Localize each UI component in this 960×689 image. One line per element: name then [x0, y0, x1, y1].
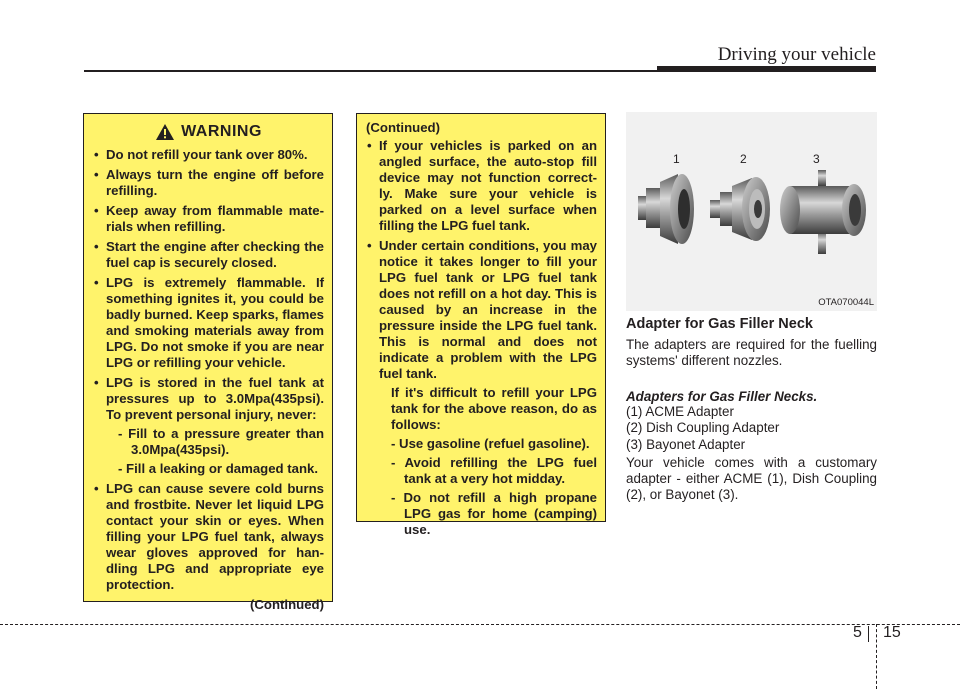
header-rule-accent: [657, 66, 876, 72]
warning-list: [366, 138, 597, 538]
adapter-subheading: Adapters for Gas Filler Necks.: [626, 389, 818, 404]
warning-box-continued: [356, 113, 606, 537]
acme-adapter-shape: [638, 174, 694, 244]
adapter-heading: Adapter for Gas Filler Neck: [626, 316, 813, 332]
never-item: - Fill to a pressure greater than 3.0Mpa(435psi).: [118, 426, 324, 457]
warning-triangle-icon: [155, 123, 175, 141]
list-item-text: Under certain conditions, you may notice it takes longer to fill your LPG fuel tank or LPG fuel tank does not refill on a hot day. This is caused by an increase in the pressure inside the LPG fuel tank. This is normal and does not indicate a problem with the LPG fuel tank.: [379, 238, 597, 381]
list-item: • Do not refill your tank over 80%.: [93, 147, 324, 163]
adapter-intro: The adapters are required for the fuelling systems' different nozzles.: [626, 337, 877, 368]
header-rule: [84, 70, 664, 72]
continued-label: (Continued): [250, 597, 324, 612]
figure-label: 2: [740, 152, 747, 166]
figure-label: 3: [813, 152, 820, 166]
list-item: • If your vehicles is parked on an angled surface, the auto-stop fill device may not function correct- ly. Make sure your vehicle is parked on a level surface when filling the LPG fuel tank.: [366, 138, 597, 234]
chapter-number: 5: [853, 624, 862, 641]
dish-coupling-adapter-shape: [710, 177, 770, 241]
page-number: 15: [883, 624, 901, 641]
adapters-illustration: [626, 112, 877, 311]
list-item: • Keep away from flammable mate- rials when refilling.: [93, 203, 324, 235]
list-item: • Start the engine after checking the fuel cap is securely closed.: [93, 239, 324, 271]
adapter-figure: [626, 112, 877, 311]
warning-header: [93, 123, 324, 141]
figure-label: 1: [673, 152, 680, 166]
step-item: - Do not refill a high propane LPG gas for home (camping) use.: [391, 490, 597, 537]
list-item-text: LPG is stored in the fuel tank at pressures up to 3.0Mpa(435psi). To prevent personal injury, never:: [106, 375, 324, 422]
step-item: - Use gasoline (refuel gasoline).: [391, 436, 590, 451]
adapter-list-item: (3) Bayonet Adapter: [626, 437, 746, 452]
warning-title: WARNING: [181, 123, 262, 140]
list-item: • LPG can cause severe cold burns and frostbite. Never let liquid LPG contact your skin or eyes. When filling your LPG fuel tank, always wear gloves approved for han- dling LPG and appropriate eye protection.: [93, 481, 324, 593]
footer-rule: [0, 624, 960, 625]
continued-label: (Continued): [366, 120, 440, 135]
adapter-list-item: (2) Dish Coupling Adapter: [626, 420, 780, 435]
followup-text: If it's difficult to refill your LPG tank for the above reason, do as follows:: [391, 385, 597, 432]
step-item: - Avoid refilling the LPG fuel tank at a very hot midday.: [391, 455, 597, 486]
list-item: • Always turn the engine off before refilling.: [93, 167, 324, 199]
figure-code: OTA070044L: [818, 297, 874, 308]
page-separator: [868, 626, 869, 642]
adapter-list-item: (1) ACME Adapter: [626, 404, 734, 419]
warning-list: [93, 147, 324, 593]
list-item: [93, 375, 324, 477]
adapter-outro: Your vehicle comes with a customary adapter - either ACME (1), Dish Coupling (2), or Bayonet (3).: [626, 455, 877, 502]
bayonet-adapter-shape: [780, 170, 866, 254]
warning-box: [83, 113, 333, 612]
list-item: [366, 238, 597, 538]
footer-divider: [876, 624, 877, 689]
never-item: - Fill a leaking or damaged tank.: [118, 461, 319, 476]
section-title: Driving your vehicle: [717, 44, 876, 65]
list-item: • LPG is extremely flammable. If something ignites it, you could be badly burned. Keep sparks, flames and smoking materials away from LPG. Do not smoke if you are near LPG or refilling your vehicle.: [93, 275, 324, 371]
